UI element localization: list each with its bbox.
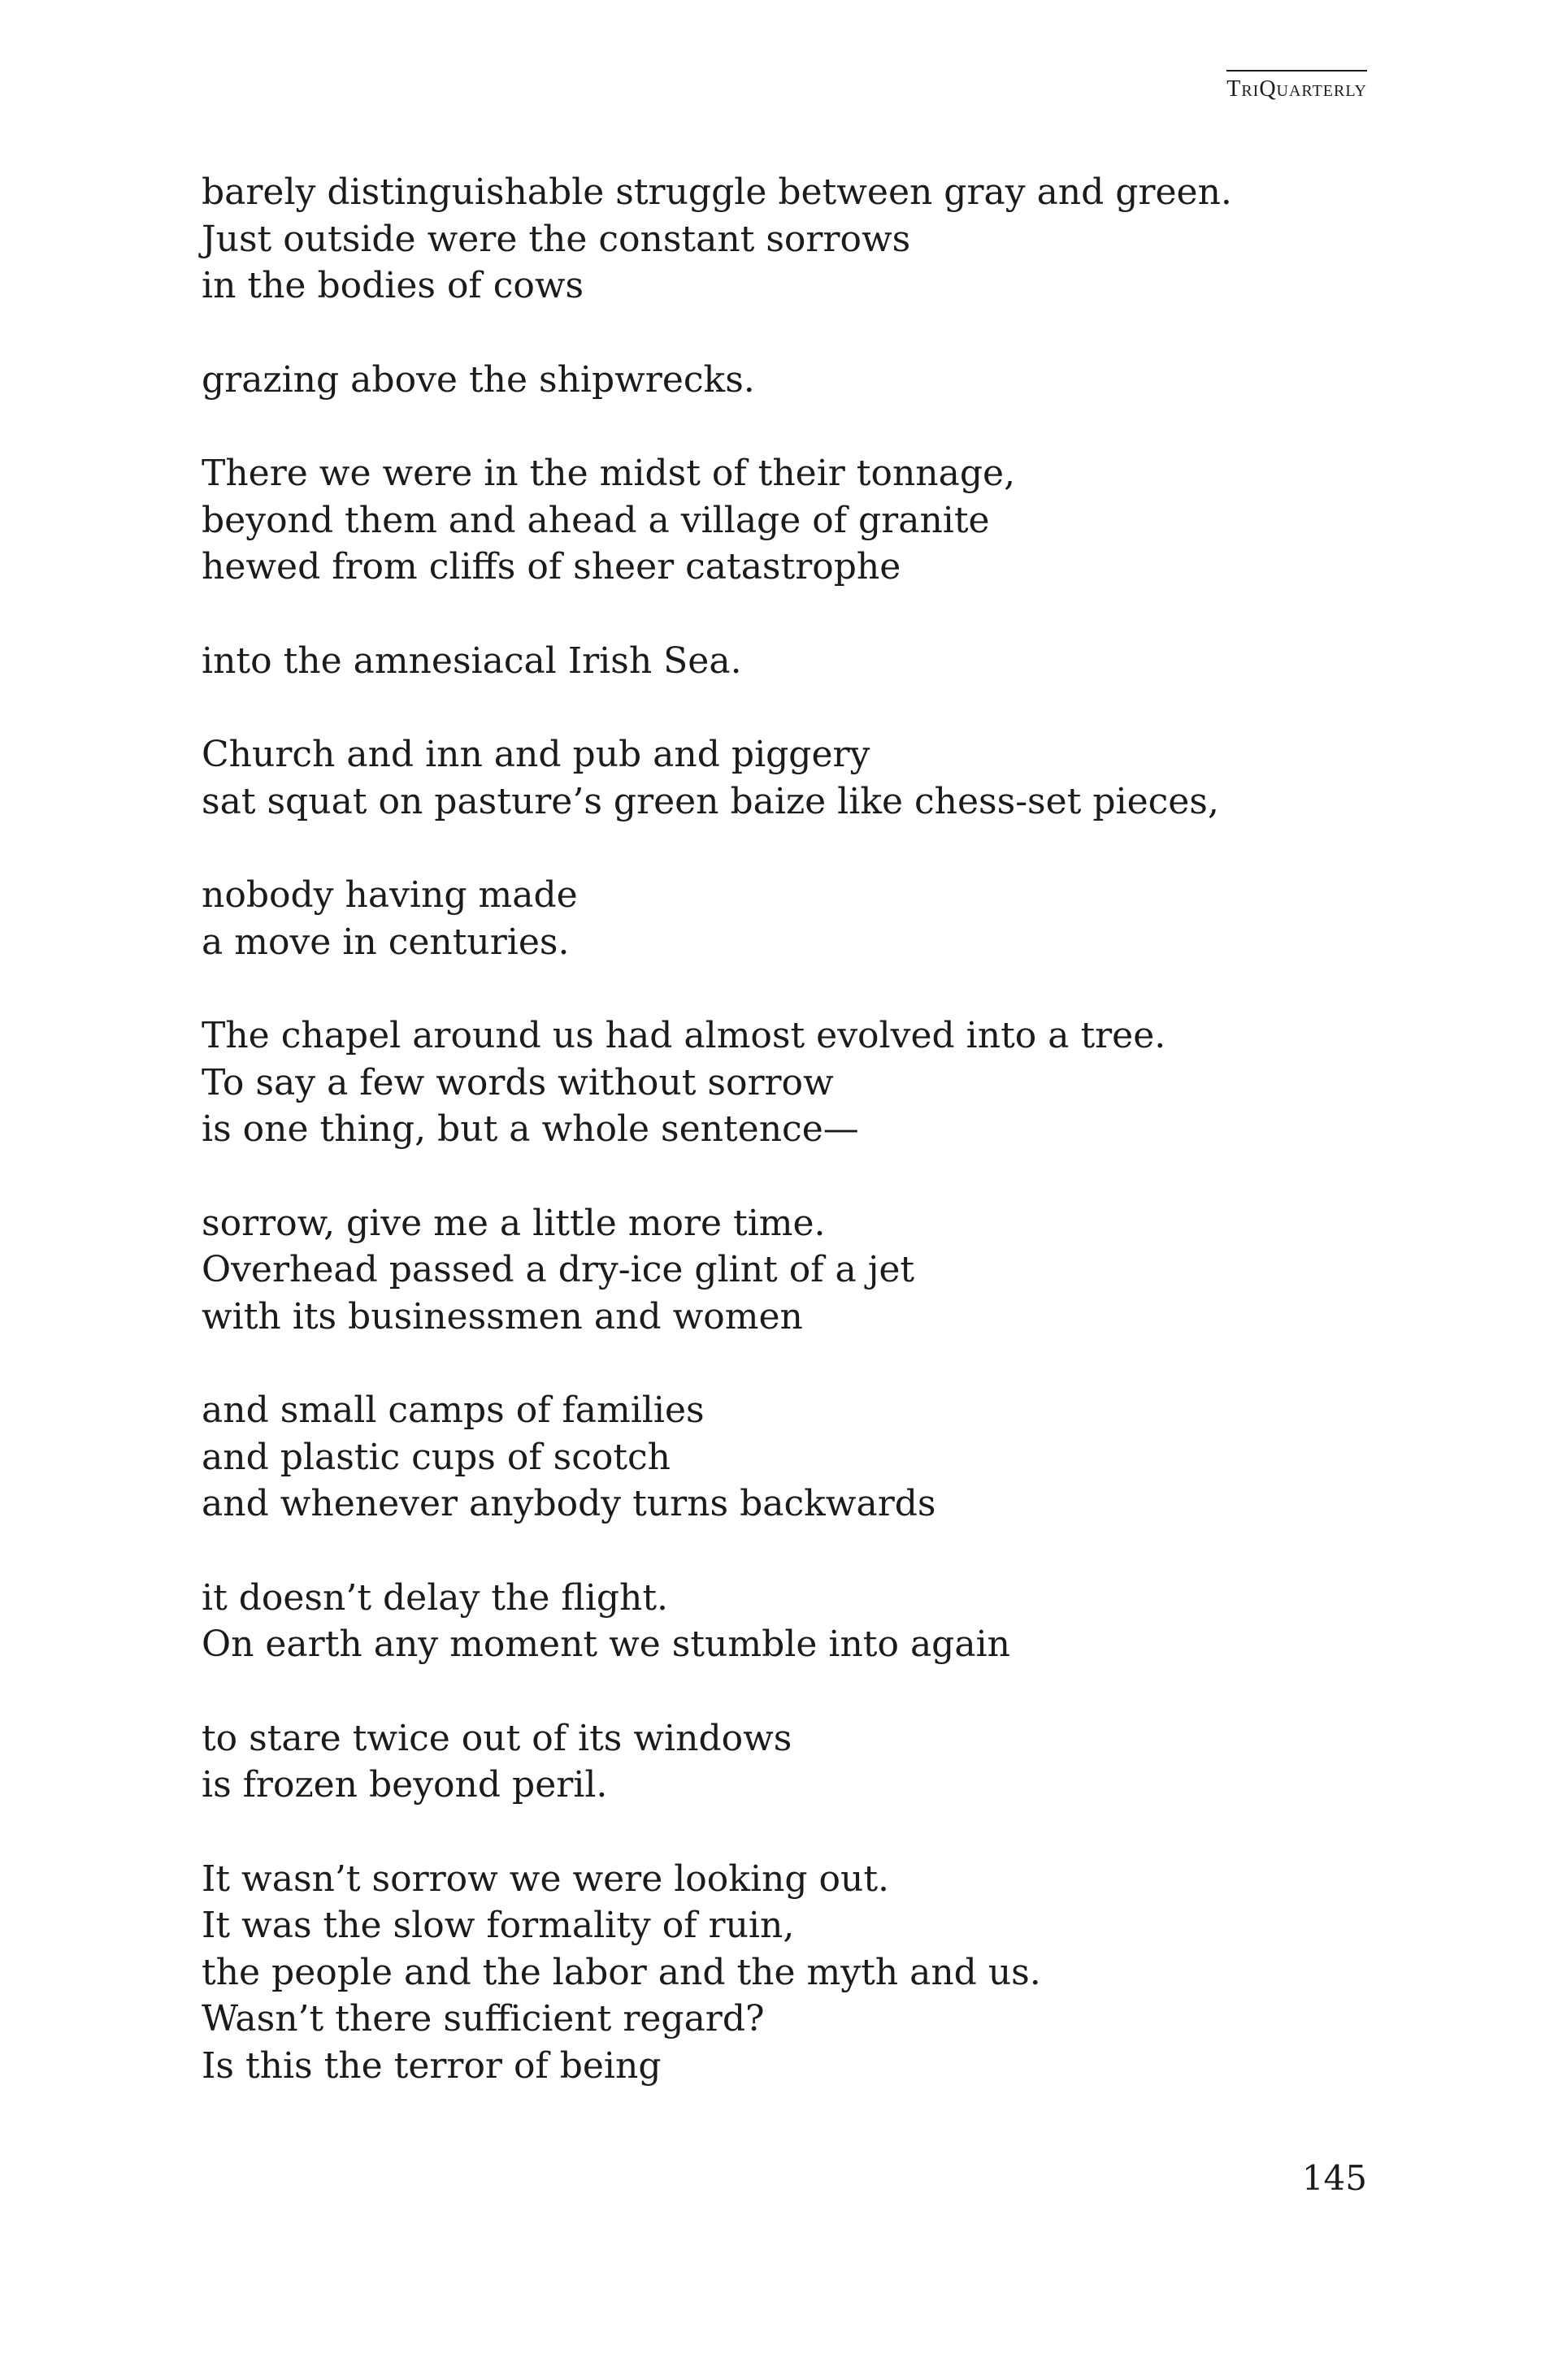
- poem-line: and whenever anybody turns backwards: [202, 1483, 936, 1524]
- stanza: [202, 1715, 1380, 1809]
- poem-line: Just outside were the constant sorrows: [202, 218, 911, 260]
- stanza: [202, 1012, 1380, 1153]
- stanza: [202, 169, 1380, 310]
- poem-line: Is this the terror of being: [202, 2044, 662, 2087]
- poem-line: it doesn’t delay the flight.: [202, 1576, 668, 1619]
- poem-line: into the amnesiacal Irish Sea.: [202, 639, 742, 682]
- page-number: 145: [1301, 2158, 1367, 2198]
- poem-line: grazing above the shipwrecks.: [202, 358, 755, 401]
- poem-line: Church and inn and pub and piggery: [202, 734, 870, 775]
- stanza: [202, 1575, 1380, 1668]
- poem-line: On earth any moment we stumble into again: [202, 1624, 1010, 1665]
- stanza: [202, 450, 1380, 591]
- poem-line: Wasn’t there sufficient regard?: [202, 1998, 765, 2040]
- poem-line: barely distinguishable struggle between gray and green.: [202, 171, 1232, 213]
- poem-line: beyond them and ahead a village of granite: [202, 499, 990, 541]
- stanza: [202, 357, 1380, 404]
- poem-line: with its businessmen and women: [202, 1295, 803, 1337]
- poem-line: sorrow, give me a little more time.: [202, 1202, 826, 1244]
- poem-line: the people and the labor and the myth and us.: [202, 1951, 1041, 1993]
- poem-line: It was the slow formality of ruin,: [202, 1905, 795, 1946]
- poem-line: The chapel around us had almost evolved into a tree.: [202, 1015, 1166, 1056]
- poem-line: in the bodies of cows: [202, 265, 584, 306]
- poem-line: sat squat on pasture’s green baize like chess-set pieces,: [202, 780, 1219, 822]
- poem-line: It wasn’t sorrow we were looking out.: [202, 1858, 890, 1900]
- poem-line: hewed from cliffs of sheer catastrophe: [202, 546, 901, 587]
- poem-line: to stare twice out of its windows: [202, 1717, 792, 1759]
- poem-line: There we were in the midst of their tonnage,: [202, 453, 1016, 494]
- stanza: [202, 1856, 1380, 2090]
- stanza: [202, 872, 1380, 965]
- poem-line: nobody having made: [202, 874, 578, 916]
- poem-body: [202, 169, 1380, 2089]
- poem-line: is frozen beyond peril.: [202, 1764, 608, 1806]
- stanza: [202, 731, 1380, 825]
- stanza: [202, 638, 1380, 685]
- poem-line: and plastic cups of scotch: [202, 1436, 671, 1478]
- poem-line: Overhead passed a dry-ice glint of a jet: [202, 1249, 915, 1290]
- poem-line: a move in centuries.: [202, 921, 570, 963]
- poem-line: To say a few words without sorrow: [202, 1061, 834, 1103]
- stanza: [202, 1387, 1380, 1528]
- running-header: TriQuarterly: [1226, 70, 1367, 102]
- poem-line: and small camps of families: [202, 1389, 705, 1431]
- poem-line: is one thing, but a whole sentence—: [202, 1108, 859, 1150]
- stanza: [202, 1200, 1380, 1341]
